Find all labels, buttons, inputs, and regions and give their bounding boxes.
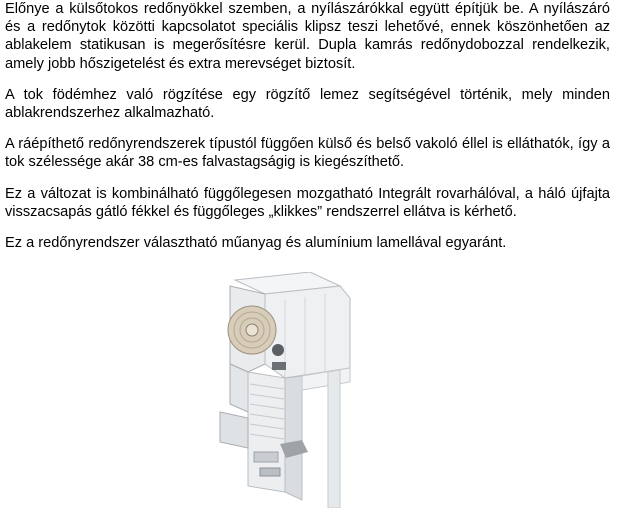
article-text xyxy=(5,0,610,252)
paragraph-lamella: Ez a redőnyrendszer választható műanyag és alumínium lamellával egyaránt. xyxy=(5,235,507,252)
paragraph-advantages: Előnye a külsőtokos redőnyökkel szemben, a nyílászárókkal együtt építjük be. A nyílászáró és a redőnytok közötti kapcsolatot speciális klipsz teszi lehetővé, ennek köszönhetően az ablakelem statikusan is megerősítésre kerül. Dupla kamrás redőnydobozzal rendelkezik, amely jobb hőszigetelést és extra merevséget biztosít. xyxy=(5,1,610,72)
roller-shutter-box-image xyxy=(190,272,370,508)
paragraph-insect-screen: Ez a változat is kombinálható függőlegesen mozgatható Integrált rovarhálóval, a háló újfajta visszacsapás gátló fékkel és függőleges „klikkes” rendszerrel ellátva is kérhető. xyxy=(5,185,610,220)
roller-shutter-box-illustration-icon xyxy=(190,272,370,508)
paragraph-mounting: A tok födémhez való rögzítése egy rögzítő lemez segítségével történik, mely minden ablakrendszerhez alkalmazható. xyxy=(5,86,610,122)
paragraph-plaster-edge: A ráépíthető redőnyrendszerek típustól függően külső és belső vakoló éllel is elláthatók, így a tok szélessége akár 38 cm-es falvastagságig is kiegészíthető. xyxy=(5,136,610,171)
